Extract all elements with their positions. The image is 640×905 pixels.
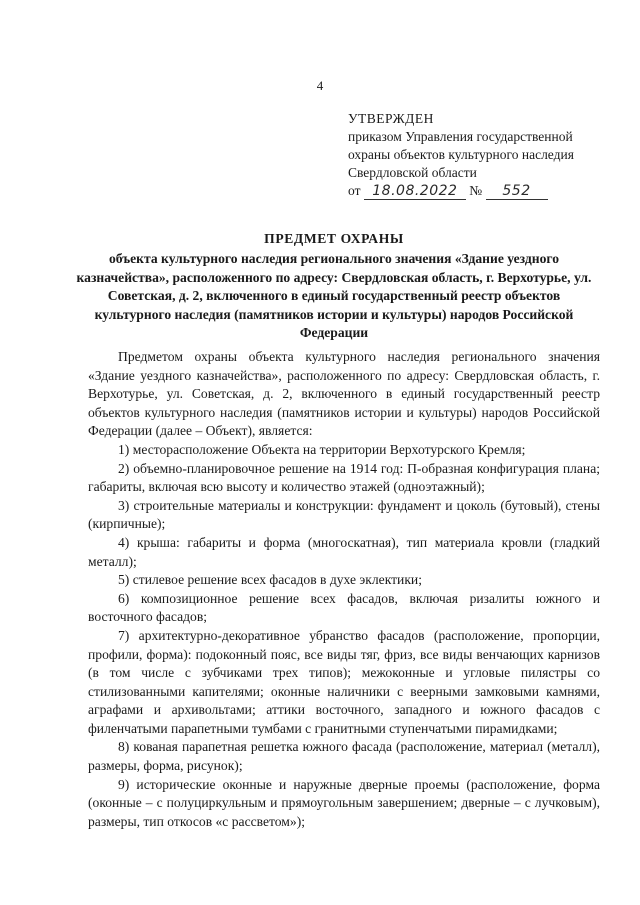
approval-title: УТВЕРЖДЕН [348,111,434,126]
approval-block [348,110,618,200]
intro-paragraph: Предметом охраны объекта культурного наследия регионального значения «Здание уездного казначейства», расположенного по адресу: Свердловская область, г. Верхотурье, ул. Советская, д. 2, включенного в единый государственный реестр объектов культурного наследия (памятников истории и культуры) народов Российской Федерации (далее – Объект), является: [88,349,600,439]
document-subtitle: объекта культурного наследия регионального значения «Здание уездного казначейства», расположенного по адресу: Свердловская область, г. Верхотурье, ул. Советская, д. 2, включенного в единый государственный реестр объектов культурного наследия (памятников истории и культуры) народов Российской Федерации [76,251,592,341]
handwritten-number: 552 [486,184,548,200]
handwritten-date: 18.08.2022 [364,184,466,200]
from-label: от [348,183,361,198]
document-title: ПРЕДМЕТ ОХРАНЫ [264,231,404,246]
document-body [88,348,600,831]
approval-line-2: охраны объектов культурного наследия [348,147,574,162]
approval-line-1: приказом Управления государственной [348,129,573,144]
list-item: 3) строительные материалы и конструкции: фундамент и цоколь (бутовый), стены (кирпичные); [88,497,600,532]
page-number: 4 [316,78,324,93]
number-label: № [469,183,483,198]
approval-line-3: Свердловской области [348,165,477,180]
list-item: 7) архитектурно-декоративное убранство фасадов (расположение, пропорции, профили, форма): подоконный пояс, все виды тяг, фриз, все виды венчающих карнизов (в том числе с зубчиками трех типов); межоконные и угловые пилястры со стилизованными капителями; оконные наличники с веерными замковыми камнями, аграфами и архивольтами; аттики восточного, западного и южного фасадов с филенчатыми парапетными тумбами с гранитными ступенчатыми пирамидками; [88,627,600,736]
document-heading [70,230,598,342]
list-item: 9) исторические оконные и наружные дверные проемы (расположение, форма (оконные – с полуциркульным и прямоугольным завершением; дверные – с лучковым), размеры, тип откосов «с рассветом»); [88,776,600,829]
list-item: 1) месторасположение Объекта на территории Верхотурского Кремля; [118,441,526,457]
list-item: 5) стилевое решение всех фасадов в духе эклектики; [118,572,422,588]
approval-date-number-line [348,182,618,200]
list-item: 6) композиционное решение всех фасадов, включая ризалиты южного и восточного фасадов; [88,590,600,625]
list-item: 2) объемно-планировочное решение на 1914 год: П-образная конфигурация плана; габариты, включая всю высоту и количество этажей (одноэтажный); [88,460,600,495]
list-item: 8) кованая парапетная решетка южного фасада (расположение, материал (металл), размеры, форма, рисунок); [88,739,600,774]
list-item: 4) крыша: габариты и форма (многоскатная), тип материала кровли (гладкий металл); [88,534,600,569]
